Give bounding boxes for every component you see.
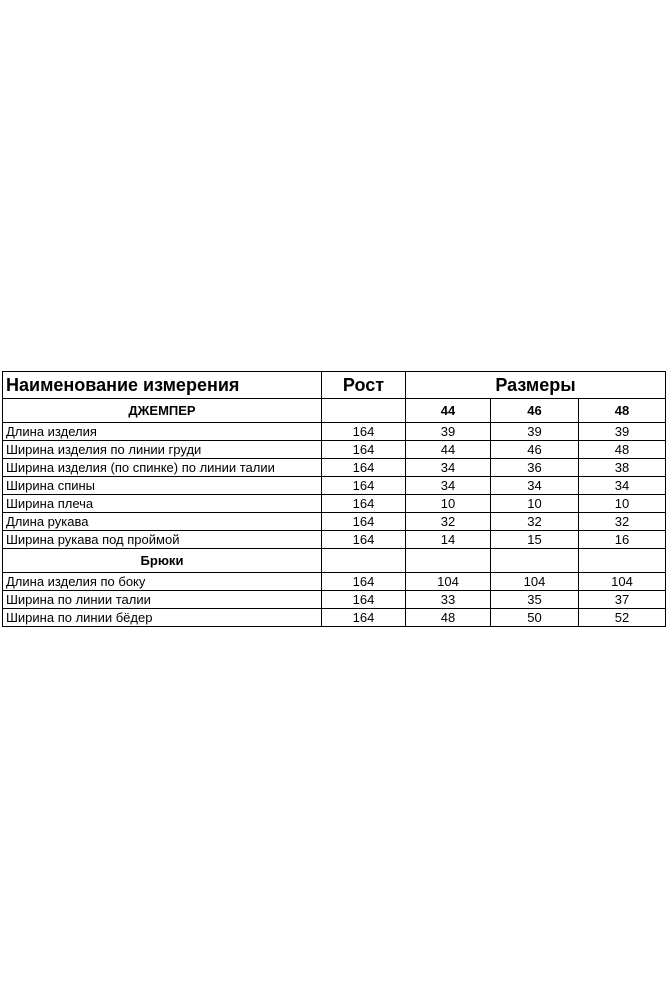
size-value: 104 (406, 573, 491, 591)
size-value: 32 (491, 513, 579, 531)
height-value: 164 (322, 459, 406, 477)
measurement-name: Ширина по линии бёдер (3, 609, 322, 627)
size-value: 34 (406, 477, 491, 495)
measurement-name: Ширина рукава под проймой (3, 531, 322, 549)
measurement-name: Длина рукава (3, 513, 322, 531)
table-row (3, 591, 666, 609)
measurement-name: Ширина изделия (по спинке) по линии талии (3, 459, 322, 477)
empty-cell (406, 549, 491, 573)
table-row (3, 441, 666, 459)
height-value: 164 (322, 477, 406, 495)
size-value: 32 (579, 513, 666, 531)
size-value: 104 (579, 573, 666, 591)
height-value: 164 (322, 573, 406, 591)
size-value: 35 (491, 591, 579, 609)
height-value: 164 (322, 609, 406, 627)
measurement-name: Ширина спины (3, 477, 322, 495)
table-row (3, 459, 666, 477)
section-row-jumper (3, 399, 666, 423)
table-row (3, 609, 666, 627)
size-value: 104 (491, 573, 579, 591)
size-value: 39 (579, 423, 666, 441)
size-value: 50 (491, 609, 579, 627)
size-value: 32 (406, 513, 491, 531)
size-label-44: 44 (406, 399, 491, 423)
height-value: 164 (322, 441, 406, 459)
size-label-48: 48 (579, 399, 666, 423)
table-row (3, 513, 666, 531)
size-value: 14 (406, 531, 491, 549)
section-title-trousers: Брюки (3, 549, 322, 573)
size-value: 46 (491, 441, 579, 459)
size-label-46: 46 (491, 399, 579, 423)
header-height: Рост (322, 372, 406, 399)
table-row (3, 573, 666, 591)
size-value: 16 (579, 531, 666, 549)
size-value: 48 (579, 441, 666, 459)
measurement-name: Ширина изделия по линии груди (3, 441, 322, 459)
size-value: 39 (406, 423, 491, 441)
size-value: 37 (579, 591, 666, 609)
header-sizes: Размеры (406, 372, 666, 399)
measurement-name: Ширина по линии талии (3, 591, 322, 609)
size-value: 34 (579, 477, 666, 495)
header-row (3, 372, 666, 399)
empty-cell (491, 549, 579, 573)
measurement-name: Длина изделия (3, 423, 322, 441)
size-value: 52 (579, 609, 666, 627)
table-row (3, 423, 666, 441)
height-value: 164 (322, 591, 406, 609)
measurement-name: Ширина плеча (3, 495, 322, 513)
size-value: 38 (579, 459, 666, 477)
table-row (3, 477, 666, 495)
height-value: 164 (322, 513, 406, 531)
height-value: 164 (322, 531, 406, 549)
size-value: 10 (491, 495, 579, 513)
size-value: 39 (491, 423, 579, 441)
section-title-jumper: ДЖЕМПЕР (3, 399, 322, 423)
size-value: 33 (406, 591, 491, 609)
size-value: 36 (491, 459, 579, 477)
size-value: 34 (491, 477, 579, 495)
empty-cell (579, 549, 666, 573)
header-measurement-name: Наименование измерения (3, 372, 322, 399)
table-row (3, 495, 666, 513)
empty-cell (322, 399, 406, 423)
measurement-name: Длина изделия по боку (3, 573, 322, 591)
empty-cell (322, 549, 406, 573)
size-value: 44 (406, 441, 491, 459)
height-value: 164 (322, 495, 406, 513)
size-value: 10 (579, 495, 666, 513)
size-value: 10 (406, 495, 491, 513)
section-row-trousers (3, 549, 666, 573)
table-row (3, 531, 666, 549)
size-value: 34 (406, 459, 491, 477)
size-value: 15 (491, 531, 579, 549)
size-value: 48 (406, 609, 491, 627)
height-value: 164 (322, 423, 406, 441)
size-chart-table (2, 371, 666, 627)
